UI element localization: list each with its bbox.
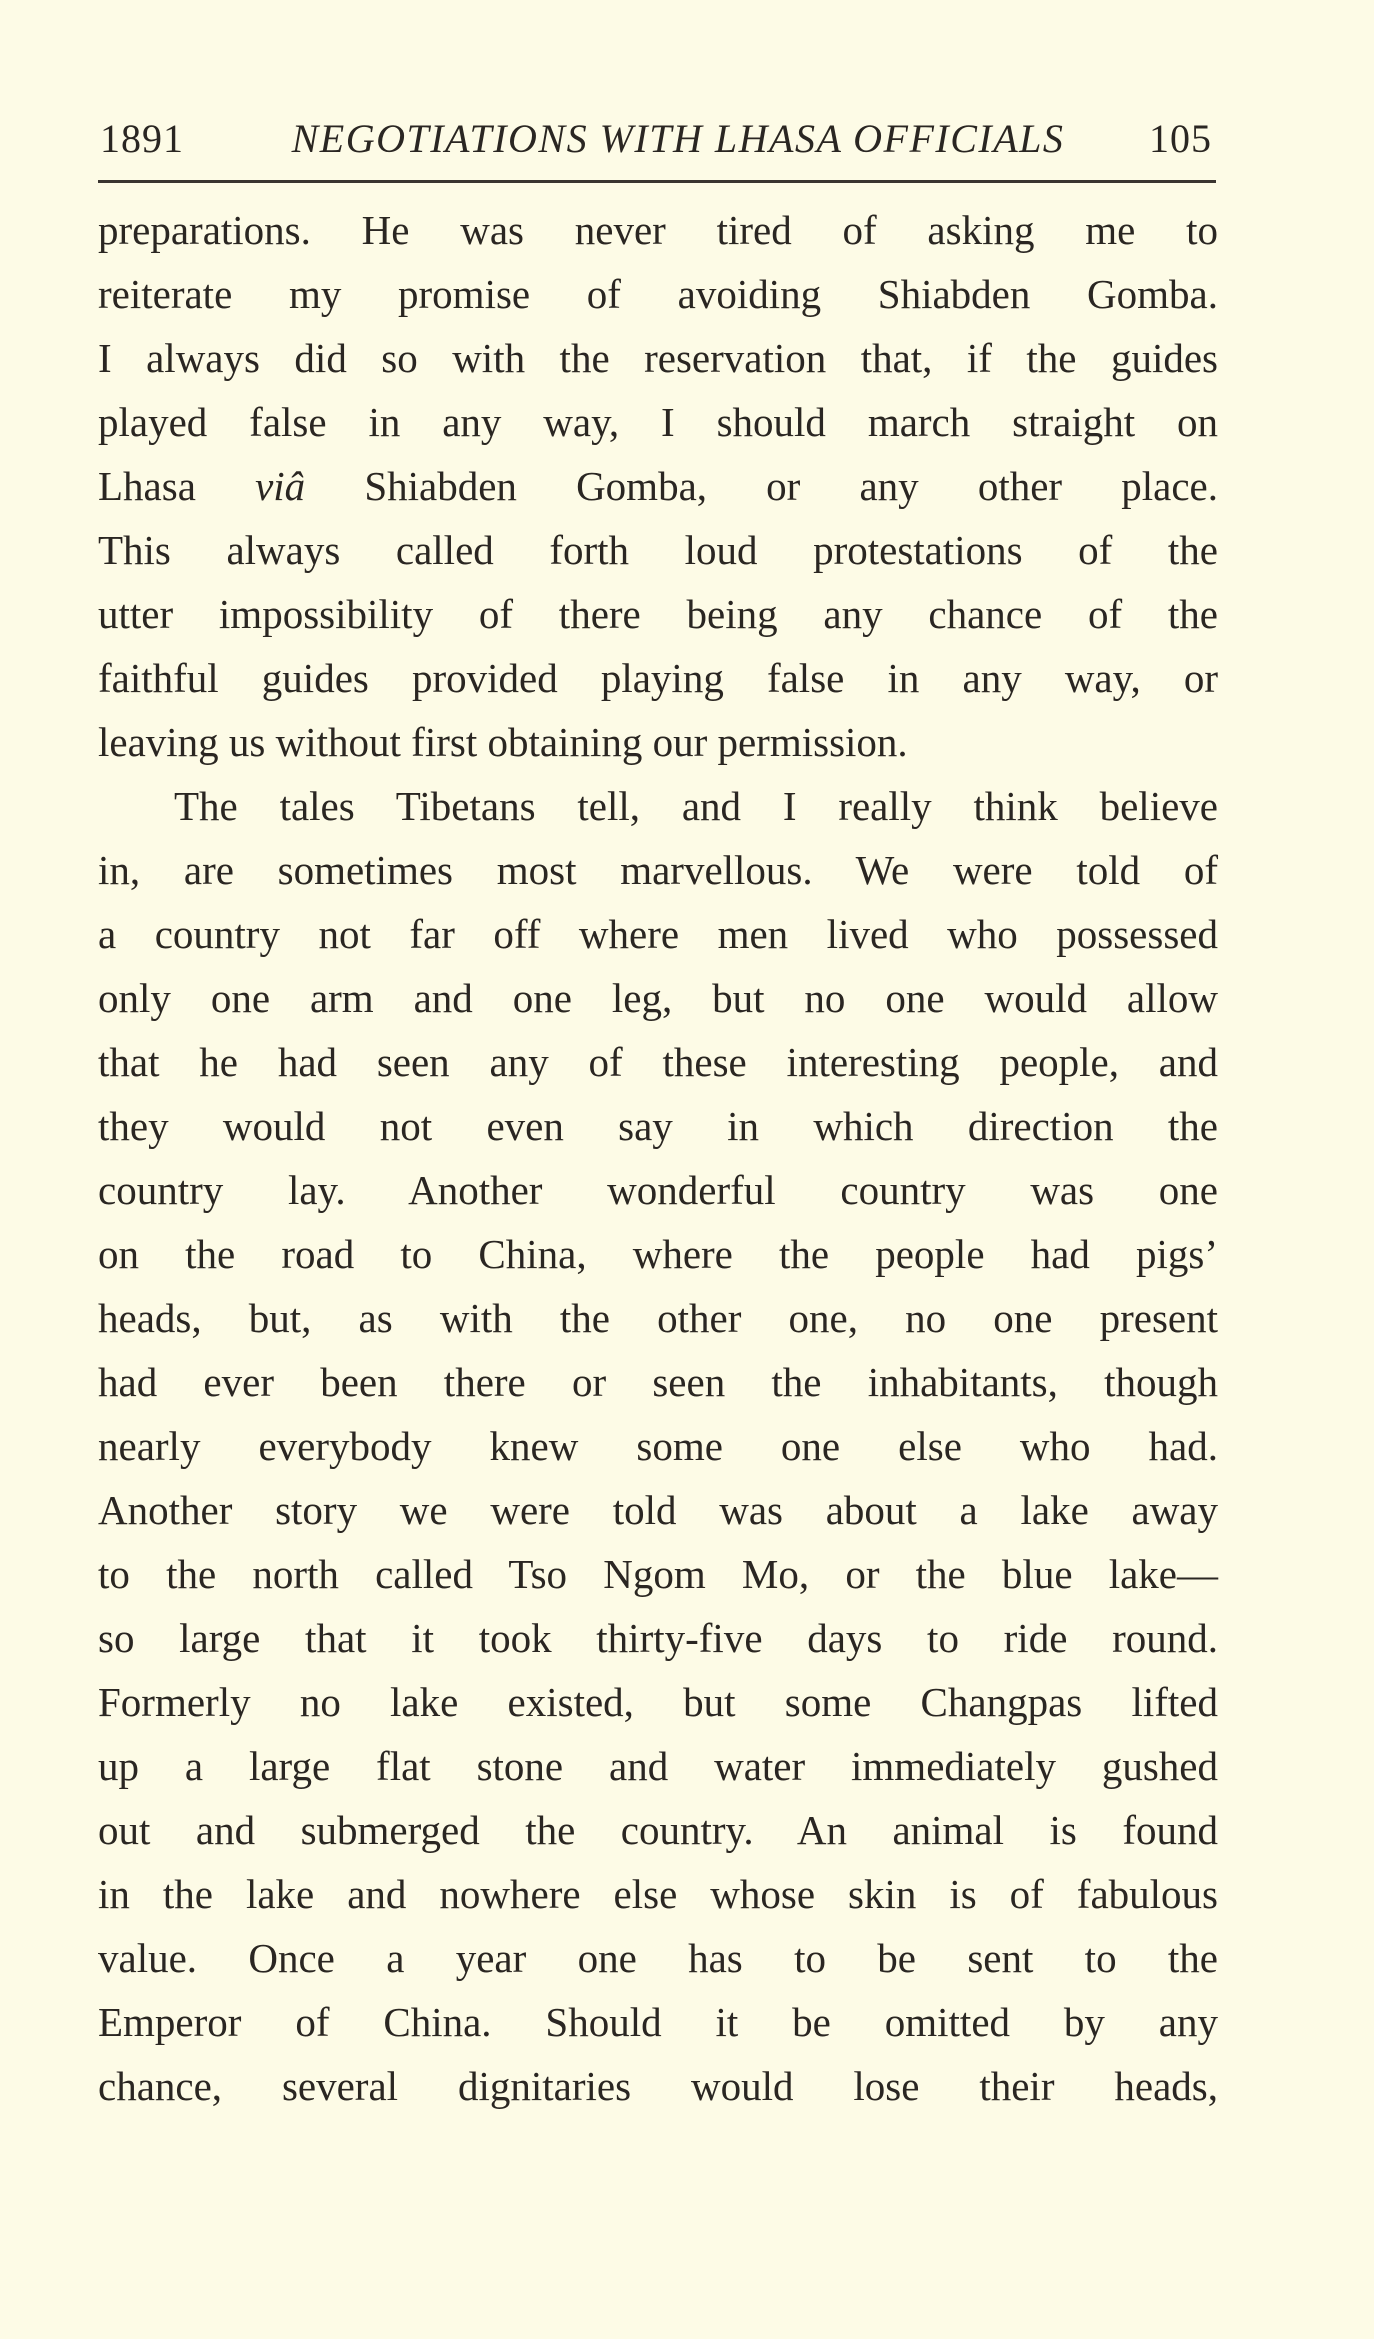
text-line: they would not even say in which direction the [98, 1103, 1218, 1149]
text-line: heads, but, as with the other one, no one present [98, 1295, 1218, 1341]
text-line: that he had seen any of these interesting people, and [98, 1039, 1218, 1085]
running-head-title: NEGOTIATIONS WITH LHASA OFFICIALS [291, 116, 1065, 161]
text-line: Formerly no lake existed, but some Changpas lifted [98, 1679, 1218, 1725]
text-line: in the lake and nowhere else whose skin is of fabulous [98, 1871, 1218, 1917]
text-line: preparations. He was never tired of asking me to [98, 207, 1218, 253]
text-line: in, are sometimes most marvellous. We were told of [98, 847, 1218, 893]
text-line [98, 454, 1218, 518]
text-line: leaving us without first obtaining our permission. [98, 719, 908, 765]
italic-word: viâ [255, 463, 306, 509]
text-line: had ever been there or seen the inhabitants, though [98, 1359, 1218, 1405]
text-line-segment: Shiabden Gomba, or any other place. [305, 463, 1218, 509]
text-line: chance, several dignitaries would lose their heads, [98, 2063, 1218, 2109]
page-number: 105 [1149, 116, 1212, 161]
running-head [98, 112, 1218, 166]
text-line: This always called forth loud protestations of the [98, 527, 1218, 573]
text-line: out and submerged the country. An animal is found [98, 1807, 1218, 1853]
text-line: to the north called Tso Ngom Mo, or the blue lake— [98, 1551, 1218, 1597]
text-line: on the road to China, where the people had pigs’ [98, 1231, 1218, 1277]
text-line: reiterate my promise of avoiding Shiabden Gomba. [98, 271, 1218, 317]
text-line: played false in any way, I should march straight on [98, 399, 1218, 445]
text-line: nearly everybody knew some one else who had. [98, 1423, 1218, 1469]
running-head-year: 1891 [100, 116, 184, 161]
header-rule [98, 180, 1216, 183]
text-line-segment: Lhasa [98, 463, 256, 509]
book-page [98, 0, 1218, 2339]
text-line: utter impossibility of there being any chance of the [98, 591, 1218, 637]
text-line: Emperor of China. Should it be omitted by any [98, 1999, 1218, 2045]
text-line: only one arm and one leg, but no one would allow [98, 975, 1218, 1021]
text-line: faithful guides provided playing false in any way, or [98, 655, 1218, 701]
text-line: so large that it took thirty-five days to ride round. [98, 1615, 1218, 1661]
text-line: The tales Tibetans tell, and I really think believe [174, 783, 1218, 829]
text-line: value. Once a year one has to be sent to the [98, 1935, 1218, 1981]
text-line: country lay. Another wonderful country was one [98, 1167, 1218, 1213]
text-line: Another story we were told was about a lake away [98, 1487, 1218, 1533]
body-text [98, 198, 1218, 2118]
text-line: up a large flat stone and water immediately gushed [98, 1743, 1218, 1789]
text-line: a country not far off where men lived who possessed [98, 911, 1218, 957]
text-line: I always did so with the reservation that, if the guides [98, 335, 1218, 381]
